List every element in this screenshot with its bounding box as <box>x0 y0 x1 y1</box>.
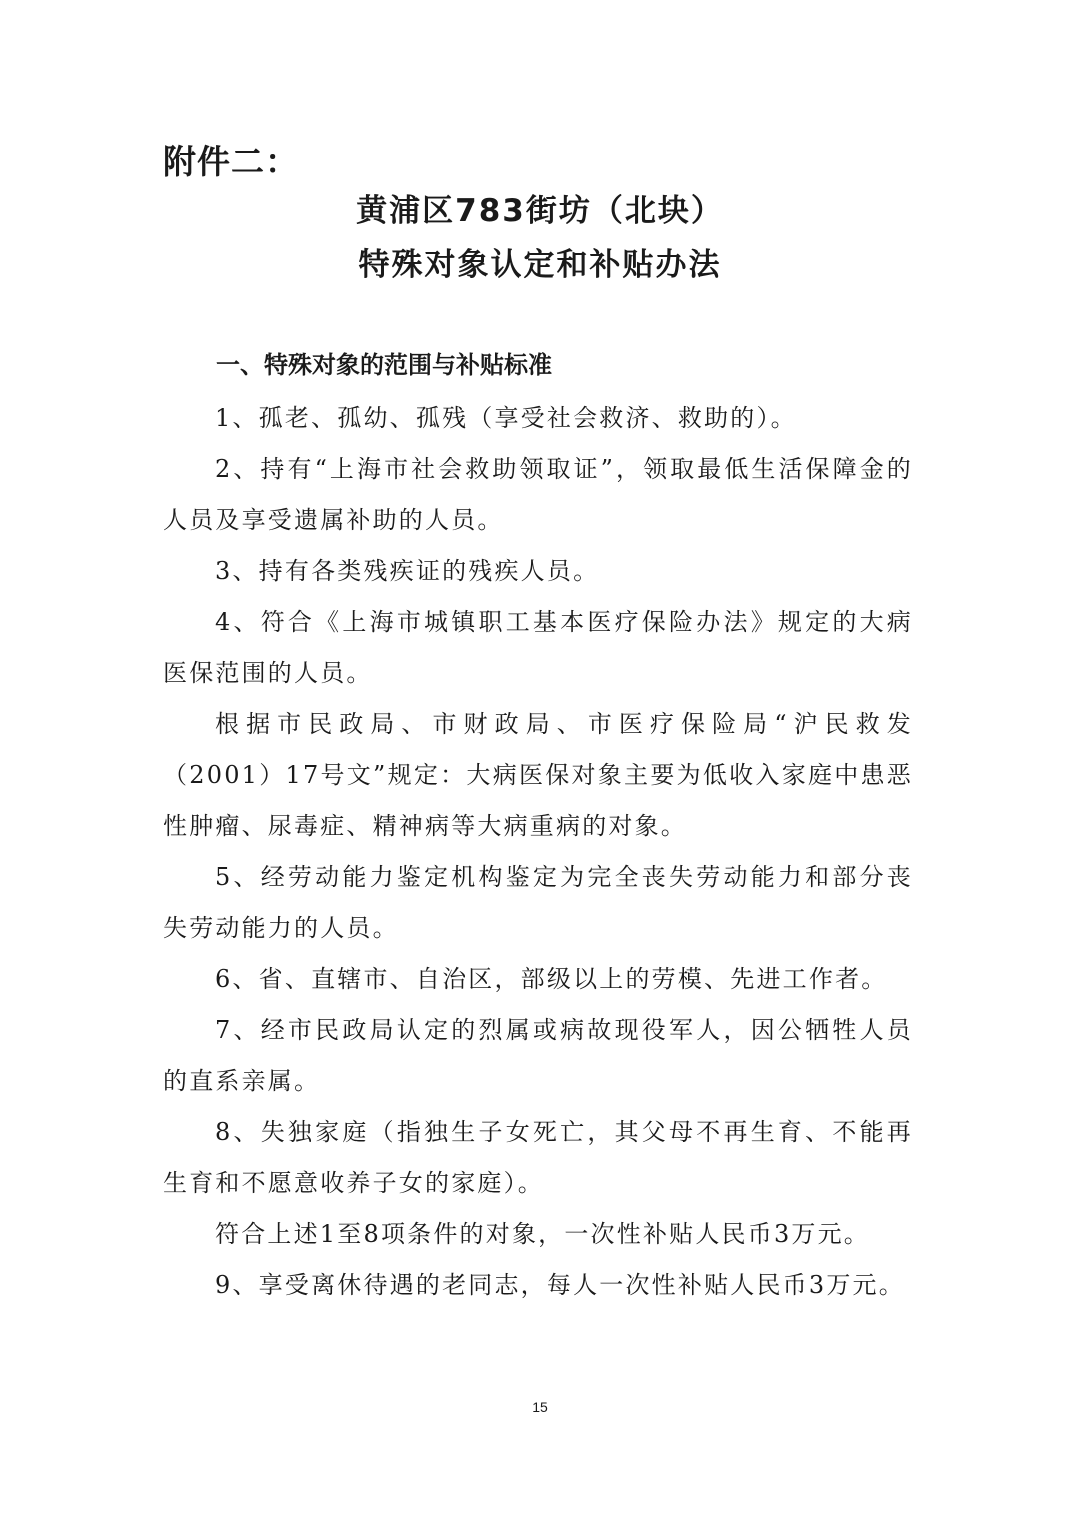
paragraph-item-3: 3、持有各类残疾证的残疾人员。 <box>215 557 600 585</box>
paragraph-item-5: 5、经劳动能力鉴定机构鉴定为完全丧失劳动能力和部分丧失劳动能力的人员。 <box>163 863 913 942</box>
document-body <box>163 393 913 1311</box>
section-heading: 一、特殊对象的范围与补贴标准 <box>216 351 552 379</box>
paragraph-item-8: 8、失独家庭（指独生子女死亡，其父母不再生育、不能再生育和不愿意收养子女的家庭）。 <box>163 1118 913 1197</box>
paragraph-item-9: 9、享受离休待遇的老同志，每人一次性补贴人民币3万元。 <box>215 1271 905 1299</box>
paragraph-item-6: 6、省、直辖市、自治区，部级以上的劳模、先进工作者。 <box>215 965 888 993</box>
page-number: 15 <box>532 1399 548 1415</box>
paragraph-item-4: 4、符合《上海市城镇职工基本医疗保险办法》规定的大病医保范围的人员。 <box>163 608 913 687</box>
document-title-line-2: 特殊对象认定和补贴办法 <box>358 247 722 283</box>
annex-label: 附件二： <box>163 142 299 181</box>
paragraph-note-item-4: 根据市民政局、市财政局、市医疗保险局“沪民救发（2001）17号文”规定：大病医保对象主要为低收入家庭中患恶性肿瘤、尿毒症、精神病等大病重病的对象。 <box>163 710 913 840</box>
paragraph-item-2: 2、持有“上海市社会救助领取证”，领取最低生活保障金的人员及享受遗属补助的人员。 <box>163 455 913 534</box>
paragraph-subsidy-summary: 符合上述1至8项条件的对象，一次性补贴人民币3万元。 <box>215 1220 871 1248</box>
paragraph-item-1: 1、孤老、孤幼、孤残（享受社会救济、救助的）。 <box>215 404 797 432</box>
paragraph-item-7: 7、经市民政局认定的烈属或病故现役军人，因公牺牲人员的直系亲属。 <box>163 1016 913 1095</box>
document-title-line-1: 黄浦区783街坊（北块） <box>356 193 724 229</box>
